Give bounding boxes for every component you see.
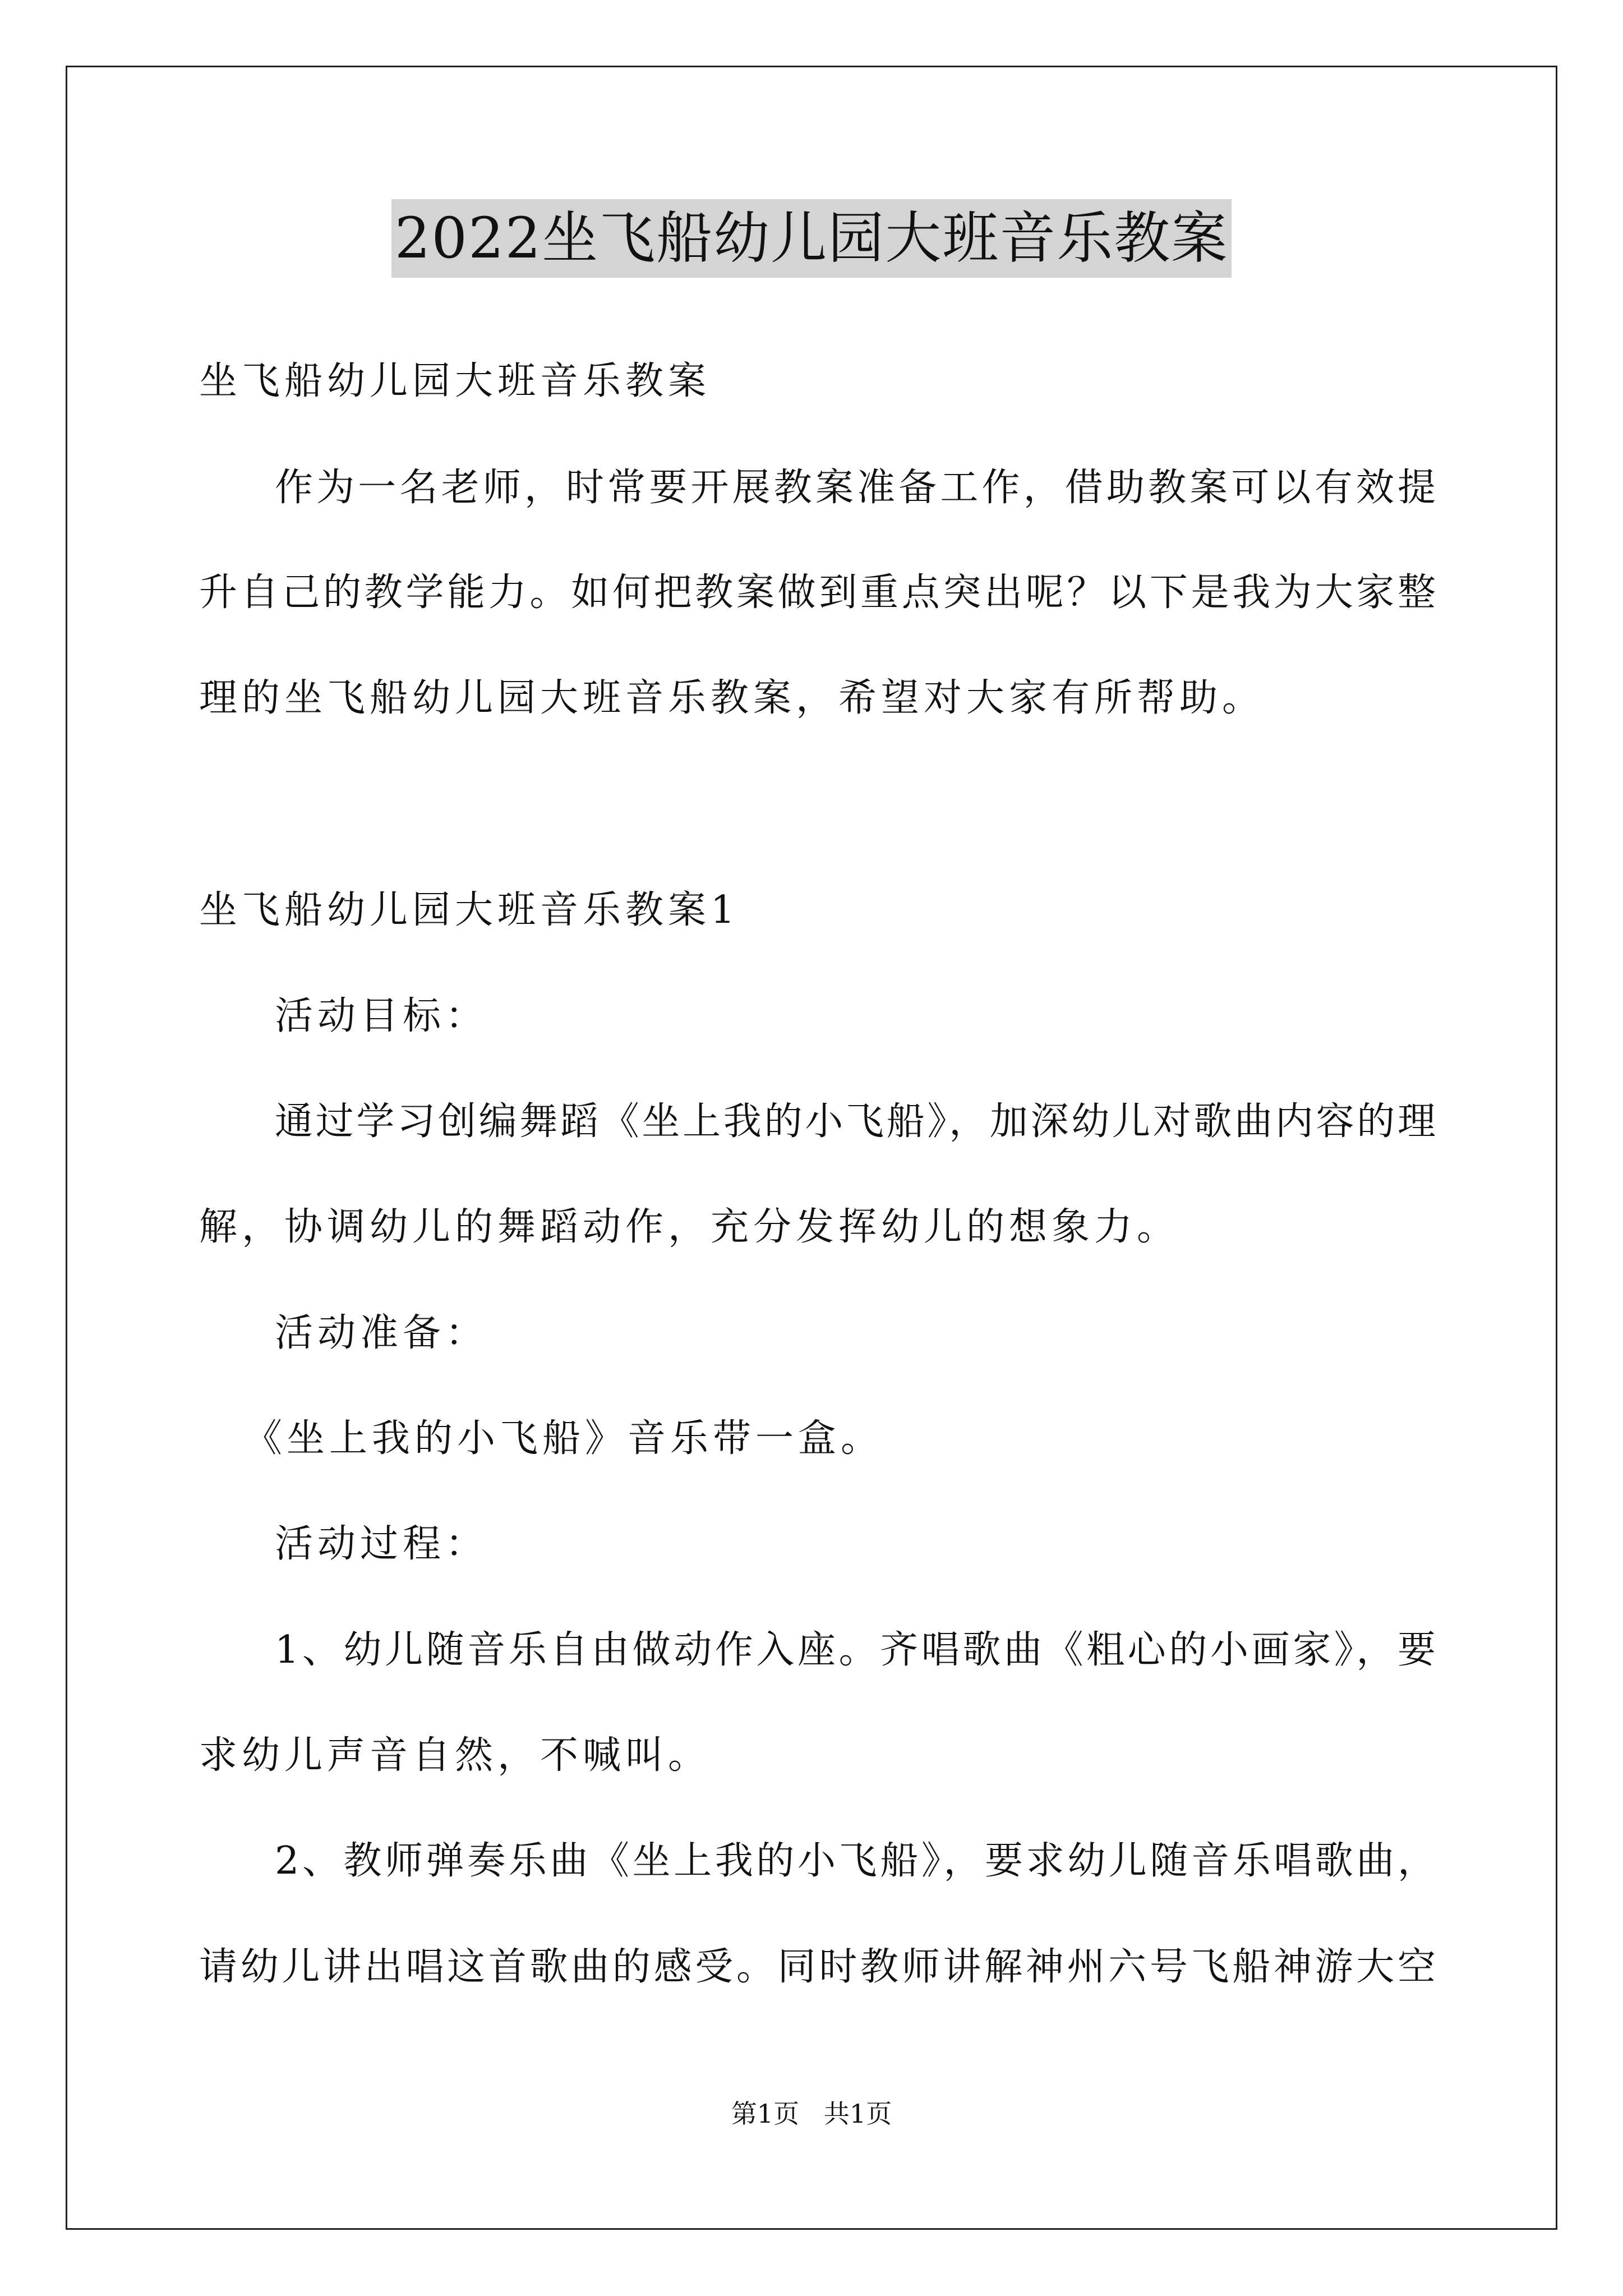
paragraph-line: 2、教师弹奏乐曲《坐上我的小飞船》，要求幼儿随音乐唱歌曲，: [275, 1839, 1436, 1883]
section-heading: 坐飞船幼儿园大班音乐教案1: [199, 888, 740, 932]
subheading: 活动目标：: [275, 994, 488, 1038]
subheading: 活动过程：: [275, 1522, 488, 1566]
page-footer: 第1页 共1页: [731, 2099, 892, 2129]
paragraph-line: 通过学习创编舞蹈《坐上我的小飞船》，加深幼儿对歌曲内容的理: [275, 1099, 1436, 1144]
title-container: [0, 199, 1623, 278]
paragraph-line: 作为一名老师，时常要开展教案准备工作，借助教案可以有效提: [275, 466, 1436, 510]
section-heading: 坐飞船幼儿园大班音乐教案: [199, 359, 711, 403]
paragraph-line: 请幼儿讲出唱这首歌曲的感受。同时教师讲解神州六号飞船神游大空: [199, 1945, 1436, 1989]
paragraph-line: 《坐上我的小飞船》音乐带一盒。: [244, 1416, 884, 1461]
paragraph-line: 1、幼儿随音乐自由做动作入座。齐唱歌曲《粗心的小画家》，要: [275, 1628, 1436, 1672]
paragraph-line: 理的坐飞船幼儿园大班音乐教案，希望对大家有所帮助。: [199, 676, 1265, 720]
subheading: 活动准备：: [275, 1311, 488, 1355]
paragraph-line: 升自己的教学能力。如何把教案做到重点突出呢？以下是我为大家整: [199, 570, 1436, 615]
document-title: 2022坐飞船幼儿园大班音乐教案: [391, 199, 1232, 278]
paragraph-line: 求幼儿声音自然，不喊叫。: [199, 1733, 711, 1778]
paragraph-line: 解，协调幼儿的舞蹈动作，充分发挥幼儿的想象力。: [199, 1205, 1180, 1249]
